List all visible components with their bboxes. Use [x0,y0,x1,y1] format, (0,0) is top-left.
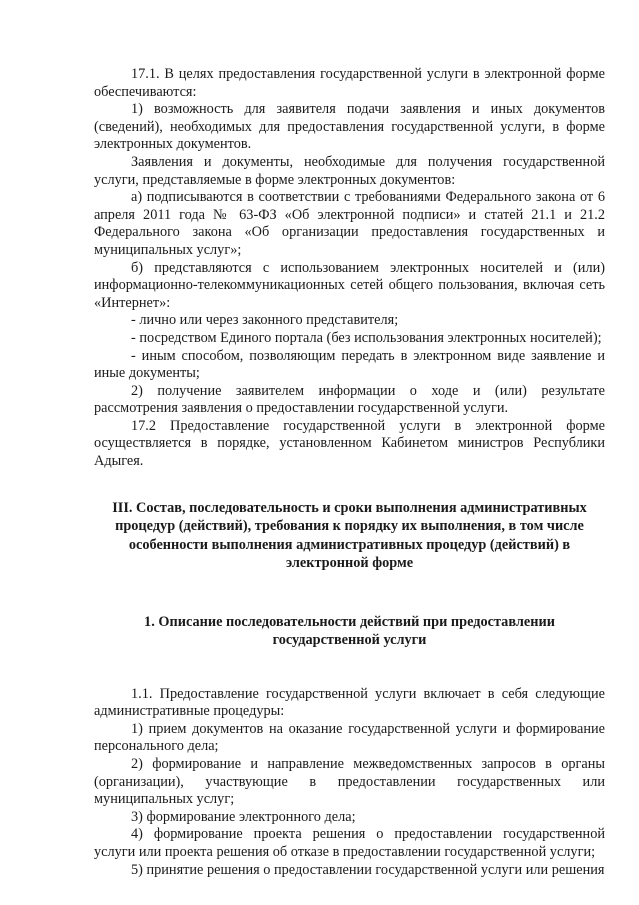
procedure-item-1: 1) прием документов на оказание государственной услуги и формирование персонального дела; [94,720,605,755]
procedure-item-5: 5) принятие решения о предоставлении государственной услуги или решения [131,861,605,878]
paragraph-item-b: б) представляются с использованием электронных носителей и (или) информационно-телекоммуникационных сетей общего пользования, включая сеть «Интернет»: [94,259,605,311]
paragraph-1-1: 1.1. Предоставление государственной услуги включает в себя следующие административные процедуры: [94,685,605,720]
procedure-item-2: 2) формирование и направление межведомственных запросов в органы (организации), участвующие в предоставлении государственных или муниципальных услуг; [94,756,605,808]
bullet-personally: - лично или через законного представителя; [131,312,399,329]
paragraph-17-2: 17.2 Предоставление государственной услуги в электронной форме осуществляется в порядке, установленном Кабинетом министров Республики Адыгея. [94,417,605,470]
bullet-other-way: - иным способом, позволяющим передать в электронном виде заявление и иные документы; [94,347,605,382]
paragraph-17-1: 17.1. В целях предоставления государственной услуги в электронной форме обеспечиваются: [94,66,605,100]
procedure-item-4: 4) формирование проекта решения о предоставлении государственной услуги или проекта решения об отказе в предоставлении государственной услуги; [94,826,605,860]
paragraph-item-a: а) подписываются в соответствии с требованиями Федерального закона от 6 апреля 2011 года № 63-ФЗ «Об электронной подписи» и статей 21.1 и 21.2 Федерального закона «Об организации предоставления государственных и муниципальных услуг»; [94,189,605,258]
subsection-heading-1: 1. Описание последовательности действий при предоставлении государственной услуги [144,613,555,649]
section-heading-iii: III. Состав, последовательность и сроки выполнения административных процедур (действий), требования к порядку их выполнения, в том числе особенности выполнения административных процедур (действий) в электронной форме [112,499,587,572]
procedure-item-3: 3) формирование электронного дела; [131,808,356,825]
paragraph-documents-intro: Заявления и документы, необходимые для получения государственной услуги, представляемые в форме электронных документов: [94,153,605,188]
bullet-portal: - посредством Единого портала (без использования электронных носителей); [131,329,602,346]
paragraph-17-1-item-1: 1) возможность для заявителя подачи заявления и иных документов (сведений), необходимых для предоставления государственной услуги, в форме электронных документов. [94,101,605,153]
paragraph-17-1-item-2: 2) получение заявителем информации о ходе и (или) результате рассмотрения заявления о предоставлении государственной услуги. [94,382,605,417]
